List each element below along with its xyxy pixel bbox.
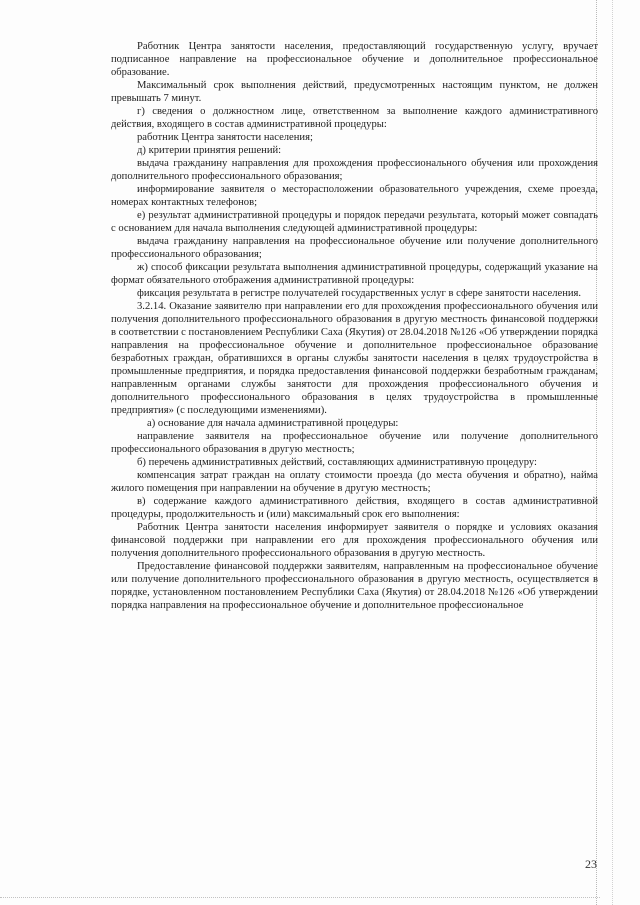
document-body: [111, 40, 598, 612]
scan-edge-line: [0, 897, 600, 898]
paragraph: в) содержание каждого административного действия, входящего в состав административной процедуры, продолжительность и (или) максимальный срок его выполнения:: [111, 496, 598, 520]
paragraph: фиксация результата в регистре получателей государственных услуг в сфере занятости населения.: [137, 288, 582, 299]
paragraph: д) критерии принятия решений:: [137, 145, 282, 156]
paragraph: работник Центра занятости населения;: [137, 132, 313, 143]
section-paragraph: 3.2.14. Оказание заявителю при направлении его для прохождения профессионального обучения или получения дополнительного профессионального образования в другую местность финансовой поддержки в соответствии с постановлением Республики Саха (Якутия) от 28.04.2018 №126 «Об утверждении порядка направления на профессиональное обучение и дополнительное профессиональное образование безработных граждан, обратившихся в органы службы занятости населения в целях трудоустройства в промышленные предприятия, и порядка предоставления финансовой поддержки безработным гражданам, направленным органами службы занятости для прохождения профессионального обучения и дополнительного профессионального образования в целях трудоустройства в промышленные предприятия» (с последующими изменениями).: [111, 301, 598, 416]
paragraph: выдача гражданину направления на профессиональное обучение или получение дополнительного профессионального образования;: [111, 236, 598, 260]
paragraph: ж) способ фиксации результата выполнения административной процедуры, содержащий указание на формат обязательного отображения административной процедуры:: [111, 262, 598, 286]
paragraph: Работник Центра занятости населения, предоставляющий государственную услугу, вручает подписанное направление на профессиональное обучение и дополнительное профессиональное образование.: [111, 41, 598, 78]
paragraph: б) перечень административных действий, составляющих административную процедуру:: [137, 457, 537, 468]
paragraph: Максимальный срок выполнения действий, предусмотренных настоящим пунктом, не должен превышать 7 минут.: [111, 80, 598, 104]
paragraph: Работник Центра занятости населения информирует заявителя о порядке и условиях оказания финансовой поддержки при направлении его для прохождения профессионального обучения или получения дополнительного профессионального образования в другую местность.: [111, 522, 598, 559]
paragraph: направление заявителя на профессиональное обучение или получение дополнительного профессионального образования в другую местность;: [111, 431, 598, 455]
paragraph: выдача гражданину направления для прохождения профессионального обучения или прохождения дополнительного профессионального образования;: [111, 158, 598, 182]
paragraph: г) сведения о должностном лице, ответственном за выполнение каждого административного действия, входящего в состав административной процедуры:: [111, 106, 598, 130]
paragraph: информирование заявителя о месторасположении образовательного учреждения, схеме проезда, номерах контактных телефонов;: [111, 184, 598, 208]
page-number: 23: [585, 857, 597, 871]
scan-edge-line: [612, 0, 613, 905]
paragraph: а) основание для начала административной процедуры:: [147, 418, 399, 429]
paragraph: компенсация затрат граждан на оплату стоимости проезда (до места обучения и обратно), найма жилого помещения при направлении на обучение в другую местность;: [111, 470, 598, 494]
paragraph: Предоставление финансовой поддержки заявителям, направленным на профессиональное обучение или получение дополнительного профессионального образования в другую местность, осуществляется в порядке, установленном постановлением Республики Саха (Якутия) от 28.04.2018 №126 «Об утверждении порядка направления на профессиональное обучение и дополнительное профессиональное: [111, 561, 598, 611]
paragraph: е) результат административной процедуры и порядок передачи результата, который может совпадать с основанием для начала выполнения следующей административной процедуры:: [111, 210, 598, 234]
